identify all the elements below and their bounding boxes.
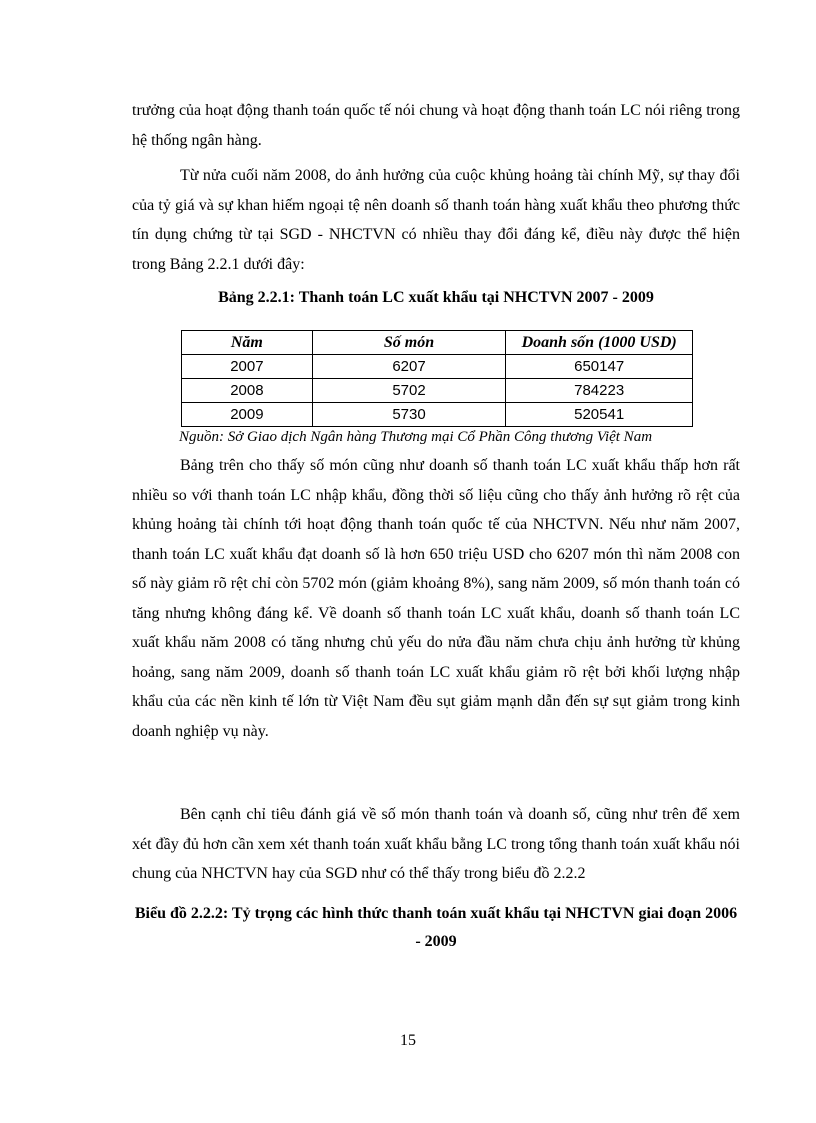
cell-revenue: 650147 bbox=[506, 355, 693, 379]
chart-caption: Biểu đồ 2.2.2: Tỷ trọng các hình thức thanh toán xuất khẩu tại NHCTVN giai đoạn 2006 - 2009 bbox=[134, 905, 738, 950]
table-row bbox=[182, 403, 693, 427]
page-number: 15 bbox=[400, 1032, 416, 1049]
table-source-note: Nguồn: Sở Giao dịch Ngân hàng Thương mại Cổ Phần Công thương Việt Nam bbox=[179, 429, 653, 445]
lc-export-table bbox=[181, 330, 693, 427]
header-count: Số món bbox=[312, 331, 506, 355]
cell-count: 5730 bbox=[312, 403, 506, 427]
table-row bbox=[182, 355, 693, 379]
header-year: Năm bbox=[182, 331, 313, 355]
table-caption: Bảng 2.2.1: Thanh toán LC xuất khẩu tại NHCTVN 2007 - 2009 bbox=[218, 289, 654, 306]
cell-revenue: 520541 bbox=[506, 403, 693, 427]
cell-year: 2007 bbox=[182, 355, 313, 379]
paragraph-intro: trưởng của hoạt động thanh toán quốc tế nói chung và hoạt động thanh toán LC nói riêng trong hệ thống ngân hàng. bbox=[132, 102, 740, 149]
paragraph-context: Từ nửa cuối năm 2008, do ảnh hưởng của cuộc khủng hoảng tài chính Mỹ, sự thay đổi của tỷ giá và sự khan hiếm ngoại tệ nên doanh số thanh toán hàng xuất khẩu theo phương thức tín dụng chứng từ tại SGD - NHCTVN có nhiều thay đổi đáng kể, điều này được thể hiện trong Bảng 2.2.1 dưới đây: bbox=[132, 167, 740, 273]
table-row bbox=[182, 379, 693, 403]
paragraph-analysis: Bảng trên cho thấy số món cũng như doanh số thanh toán LC xuất khẩu thấp hơn rất nhiều so với thanh toán LC nhập khẩu, đồng thời số liệu cũng cho thấy ảnh hưởng rõ rệt của khủng hoảng tài chính tới hoạt động thanh toán quốc tế của NHCTVN. Nếu như năm 2007, thanh toán LC xuất khẩu đạt doanh số là hơn 650 triệu USD cho 6207 món thì năm 2008 con số này giảm rõ rệt chỉ còn 5702 món (giảm khoảng 8%), sang năm 2009, số món thanh toán có tăng nhưng không đáng kể. Về doanh số thanh toán LC xuất khẩu, doanh số thanh toán LC xuất khẩu năm 2008 có tăng nhưng chủ yếu do nửa đầu năm chưa chịu ảnh hưởng từ khủng hoảng, sang năm 2009, doanh số thanh toán LC xuất khẩu giảm rõ rệt bởi khối lượng nhập khẩu của các nền kinh tế lớn từ Việt Nam đều sụt giảm mạnh dẫn đến sự sụt giảm trong kinh doanh nghiệp vụ này. bbox=[132, 457, 740, 740]
paragraph-chart-intro: Bên cạnh chỉ tiêu đánh giá về số món thanh toán và doanh số, cũng như trên để xem xét đầy đủ hơn cần xem xét thanh toán xuất khẩu bằng LC trong tổng thanh toán xuất khẩu nói chung của NHCTVN hay của SGD như có thể thấy trong biểu đồ 2.2.2 bbox=[132, 806, 740, 882]
cell-count: 5702 bbox=[312, 379, 506, 403]
cell-count: 6207 bbox=[312, 355, 506, 379]
header-revenue: Doanh sốn (1000 USD) bbox=[506, 331, 693, 355]
cell-year: 2008 bbox=[182, 379, 313, 403]
cell-year: 2009 bbox=[182, 403, 313, 427]
table-header-row bbox=[182, 331, 693, 355]
cell-revenue: 784223 bbox=[506, 379, 693, 403]
